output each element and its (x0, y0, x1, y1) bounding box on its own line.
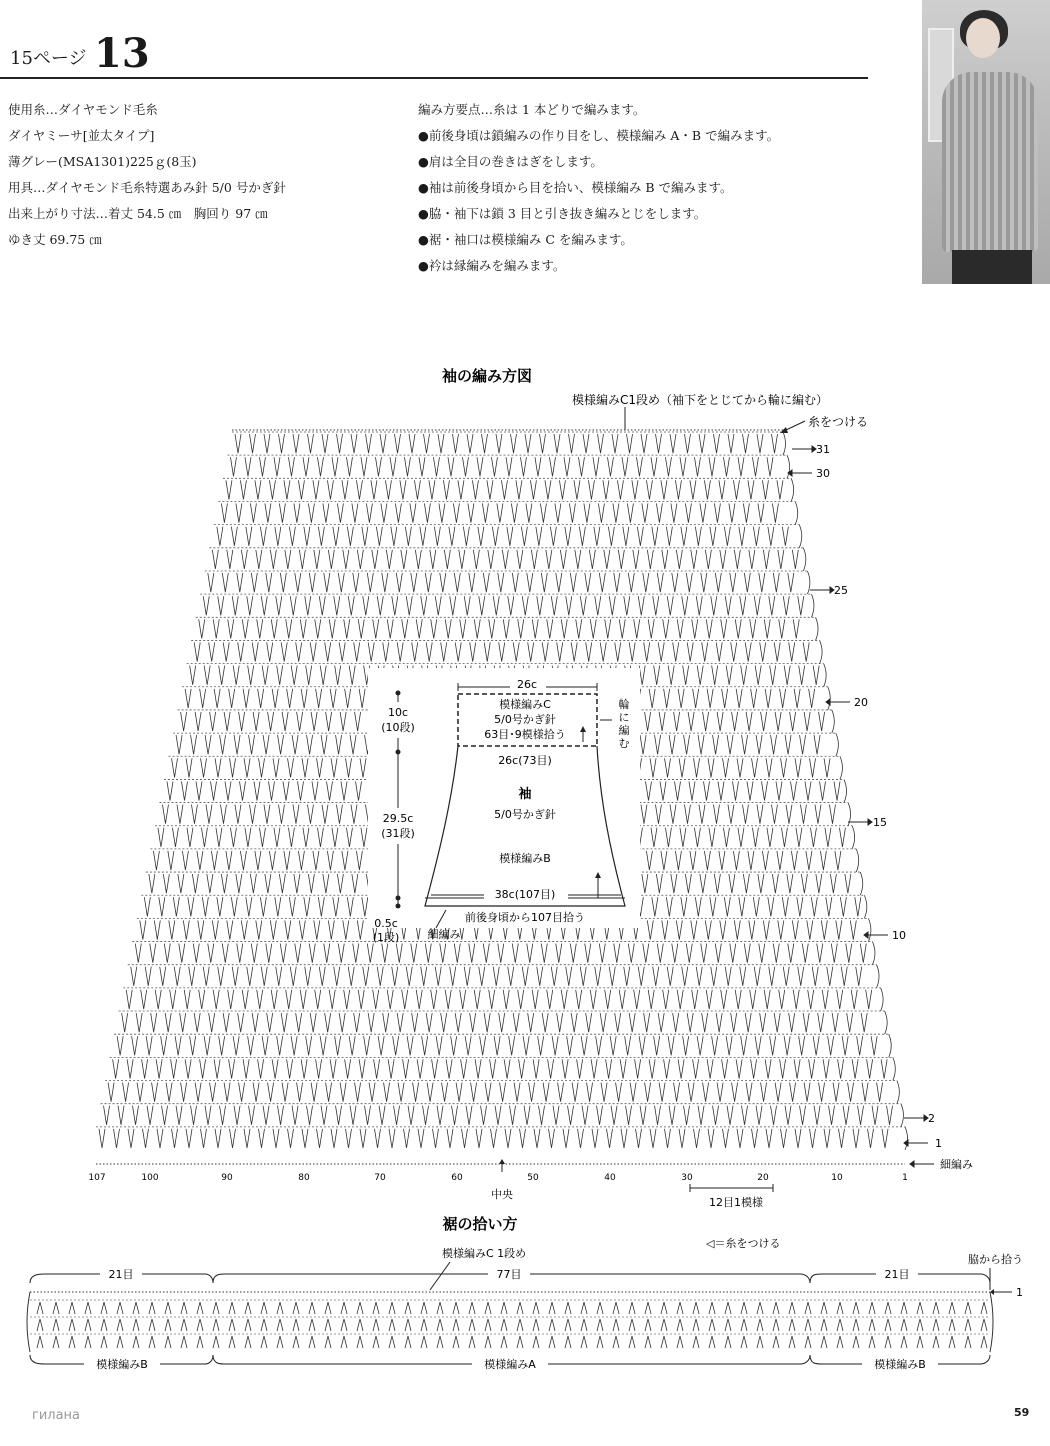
hem-row-1: 1 (1016, 1286, 1023, 1299)
hem-stitch-grid (27, 1292, 993, 1352)
stitch-count-label: 50 (527, 1173, 539, 1183)
watermark: гилана (32, 1408, 81, 1423)
sleeve-name: 袖 (518, 787, 532, 802)
stitch-count-label: 40 (604, 1173, 616, 1183)
hem-chart-title: 裾の拾い方 (442, 1215, 518, 1233)
row-label-30: 30 (816, 467, 830, 480)
cuff-width: 26c(73目) (498, 754, 552, 767)
size-line: 出来上がり寸法…着丈 54.5 ㎝ 胸回り 97 ㎝ (8, 206, 268, 221)
row-label-31: 31 (816, 443, 830, 456)
attach-note: 糸をつける (808, 415, 869, 429)
yarn-line: 使用糸…ダイヤモンド毛糸 (8, 102, 158, 117)
instruction-item: ●裾・袖口は模様編み C を編みます。 (418, 232, 633, 247)
cuff-pickup: 63目･9模様拾う (484, 728, 566, 741)
instruction-item: ●脇・袖下は鎖 3 目と引き抜き編みとじをします。 (418, 206, 707, 221)
hem-pattern-right: 模様編みB (874, 1358, 926, 1371)
hem-legend: ◁＝糸をつける (706, 1237, 781, 1250)
height-2: 29.5c (382, 812, 414, 825)
height-3-rows: (1段) (372, 931, 400, 944)
hem-top-note: 模様編みC 1段め (442, 1247, 527, 1260)
stitch-count-label: 30 (681, 1173, 693, 1183)
stitch-count-label: 1 (902, 1173, 908, 1183)
repeat-label: 12目1模様 (709, 1196, 763, 1209)
instruction-item: ●肩は全目の巻きはぎをします。 (418, 154, 603, 169)
sleeve-pattern: 模様編みB (499, 852, 551, 865)
round-note-char: 輪 (618, 698, 630, 711)
tools-line: 用具…ダイヤモンド毛糸特選あみ針 5/0 号かぎ針 (8, 180, 286, 195)
stitch-count-label: 100 (141, 1173, 159, 1183)
sleeve-chart-title: 袖の編み方図 (441, 367, 533, 385)
height-2-rows: (31段) (381, 827, 415, 840)
instruction-item: ●前後身頃は鎖編みの作り目をし、模様編み A・B で編みます。 (418, 128, 780, 143)
row-label-20: 20 (854, 696, 868, 709)
row-label-15: 15 (873, 816, 887, 829)
page-reference: 15ページ (10, 48, 87, 69)
cuff-hook: 5/0号かぎ針 (494, 713, 556, 726)
row-label-2: 2 (928, 1112, 935, 1125)
row-label-10: 10 (892, 929, 906, 942)
base-row-label: 細編み (940, 1158, 973, 1171)
size-line-2: ゆき丈 69.75 ㎝ (8, 232, 102, 247)
schematic-top-width: 26c (516, 678, 538, 691)
height-1: 10c (387, 706, 409, 719)
hem-count-left: 21目 (108, 1268, 134, 1281)
round-note-char: 編 (618, 724, 630, 737)
stitch-count-label: 60 (451, 1173, 463, 1183)
row-label-1: 1 (935, 1137, 942, 1150)
side-note: 脇から拾う (968, 1253, 1023, 1266)
stitch-count-label: 90 (221, 1173, 233, 1183)
round-note-char: に (618, 711, 630, 724)
bottom-width: 38c(107目) (494, 888, 556, 901)
stitch-count-label: 10 (831, 1173, 843, 1183)
sleeve-top-note: 模様編みC1段め（袖下をとじてから輪に編む） (572, 393, 829, 407)
pattern-number: 13 (94, 30, 150, 77)
color-line: 薄グレー(MSA1301)225ｇ(8玉) (8, 154, 197, 169)
instruction-item: ●衿は縁編みを編みます。 (418, 258, 566, 273)
row-label-25: 25 (834, 584, 848, 597)
cuff-pattern: 模様編みC (499, 698, 551, 711)
hem-pattern-center: 模様編みA (484, 1358, 536, 1371)
sc-note: 細編み (427, 928, 461, 941)
stitch-count-label: 70 (374, 1173, 386, 1183)
height-3: 0.5c (374, 917, 398, 930)
stitch-count-label: 107 (88, 1173, 106, 1183)
hem-count-center: 77目 (496, 1268, 522, 1281)
page-number: 59 (1014, 1406, 1030, 1419)
round-note-char: む (618, 737, 630, 750)
stitch-count-label: 80 (298, 1173, 310, 1183)
height-1-rows: (10段) (381, 721, 415, 734)
hem-count-right: 21目 (884, 1268, 910, 1281)
sleeve-hook: 5/0号かぎ針 (494, 808, 556, 821)
stitch-count-label: 20 (757, 1173, 769, 1183)
center-label: 中央 (491, 1188, 513, 1201)
instruction-item: ●袖は前後身頃から目を拾い、模様編み B で編みます。 (418, 180, 733, 195)
instructions-heading: 編み方要点…糸は 1 本どりで編みます。 (418, 102, 646, 117)
pickup-note: 前後身頃から107目拾う (465, 911, 585, 924)
hem-pattern-left: 模様編みB (96, 1358, 148, 1371)
yarn-name-line: ダイヤミーサ[並太タイプ] (8, 128, 155, 143)
